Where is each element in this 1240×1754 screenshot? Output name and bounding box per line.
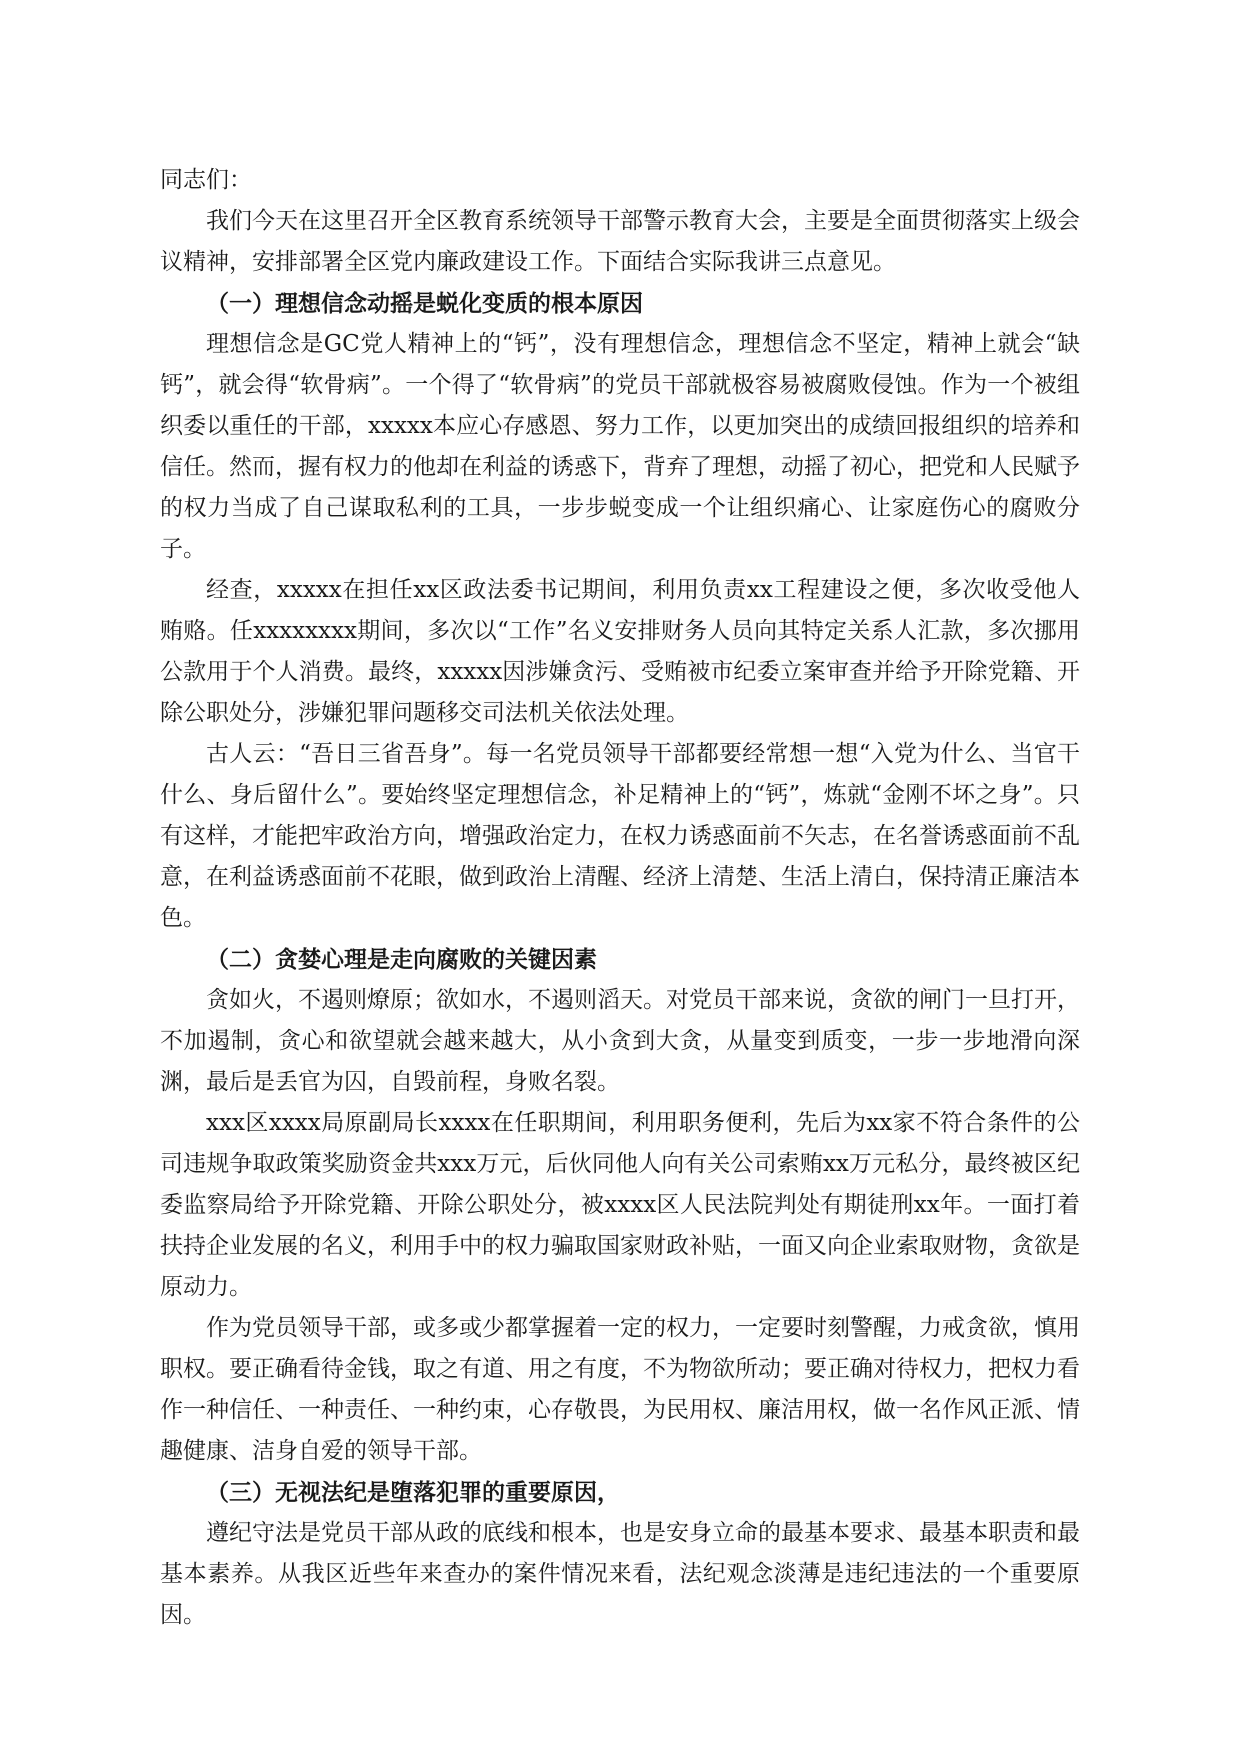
paragraph: 作为党员领导干部，或多或少都掌握着一定的权力，一定要时刻警醒，力戒贪欲，慎用职权。要正确看待金钱，取之有道、用之有度，不为物欲所动；要正确对待权力，把权力看作一种信任、一种责任、一种约束，心存敬畏，为民用权、廉洁用权，做一名作风正派、情趣健康、洁身自爱的领导干部。 [160, 1315, 1080, 1464]
section-heading-1: （一）理想信念动摇是蜕化变质的根本原因 [206, 290, 643, 317]
paragraph: 古人云：“吾日三省吾身”。每一名党员领导干部都要经常想一想“入党为什么、当官干什么、身后留什么”。要始终坚定理想信念，补足精神上的“钙”，炼就“金刚不坏之身”。只有这样，才能把牢政治方向，增强政治定力，在权力诱惑面前不矢志，在名誉诱惑面前不乱意，在利益诱惑面前不花眼，做到政治上清醒、经济上清楚、生活上清白，保持清正廉洁本色。 [160, 741, 1080, 931]
section-heading-3: （三）无视法纪是堕落犯罪的重要原因， [206, 1479, 620, 1506]
document-body [160, 160, 1080, 1636]
intro-paragraph: 我们今天在这里召开全区教育系统领导干部警示教育大会，主要是全面贯彻落实上级会议精神，安排部署全区党内廉政建设工作。下面结合实际我讲三点意见。 [160, 208, 1080, 275]
paragraph: 遵纪守法是党员干部从政的底线和根本，也是安身立命的最基本要求、最基本职责和最基本素养。从我区近些年来查办的案件情况来看，法纪观念淡薄是违纪违法的一个重要原因。 [160, 1520, 1080, 1628]
paragraph: 贪如火，不遏则燎原；欲如水，不遏则滔天。对党员干部来说，贪欲的闸门一旦打开，不加遏制，贪心和欲望就会越来越大，从小贪到大贪，从量变到质变，一步一步地滑向深渊，最后是丢官为囚，自毁前程，身败名裂。 [160, 987, 1080, 1095]
section-heading-2: （二）贪婪心理是走向腐败的关键因素 [206, 946, 597, 973]
paragraph: xxx区xxxx局原副局长xxxx在任职期间，利用职务便利，先后为xx家不符合条件的公司违规争取政策奖励资金共xxx万元，后伙同他人向有关公司索贿xx万元私分，最终被区纪委监察局给予开除党籍、开除公职处分，被xxxx区人民法院判处有期徒刑xx年。一面打着扶持企业发展的名义，利用手中的权力骗取国家财政补贴，一面又向企业索取财物，贪欲是原动力。 [160, 1110, 1080, 1300]
paragraph: 经查，xxxxx在担任xx区政法委书记期间，利用负责xx工程建设之便，多次收受他人贿赂。任xxxxxxxx期间，多次以“工作”名义安排财务人员向其特定关系人汇款，多次挪用公款用于个人消费。最终，xxxxx因涉嫌贪污、受贿被市纪委立案审查并给予开除党籍、开除公职处分，涉嫌犯罪问题移交司法机关依法处理。 [160, 577, 1080, 726]
salutation: 同志们： [160, 167, 252, 193]
paragraph: 理想信念是GC党人精神上的“钙”，没有理想信念，理想信念不坚定，精神上就会“缺钙”，就会得“软骨病”。一个得了“软骨病”的党员干部就极容易被腐败侵蚀。作为一个被组织委以重任的干部，xxxxx本应心存感恩、努力工作，以更加突出的成绩回报组织的培养和信任。然而，握有权力的他却在利益的诱惑下，背弃了理想，动摇了初心，把党和人民赋予的权力当成了自己谋取私利的工具，一步步蜕变成一个让组织痛心、让家庭伤心的腐败分子。 [160, 331, 1080, 562]
